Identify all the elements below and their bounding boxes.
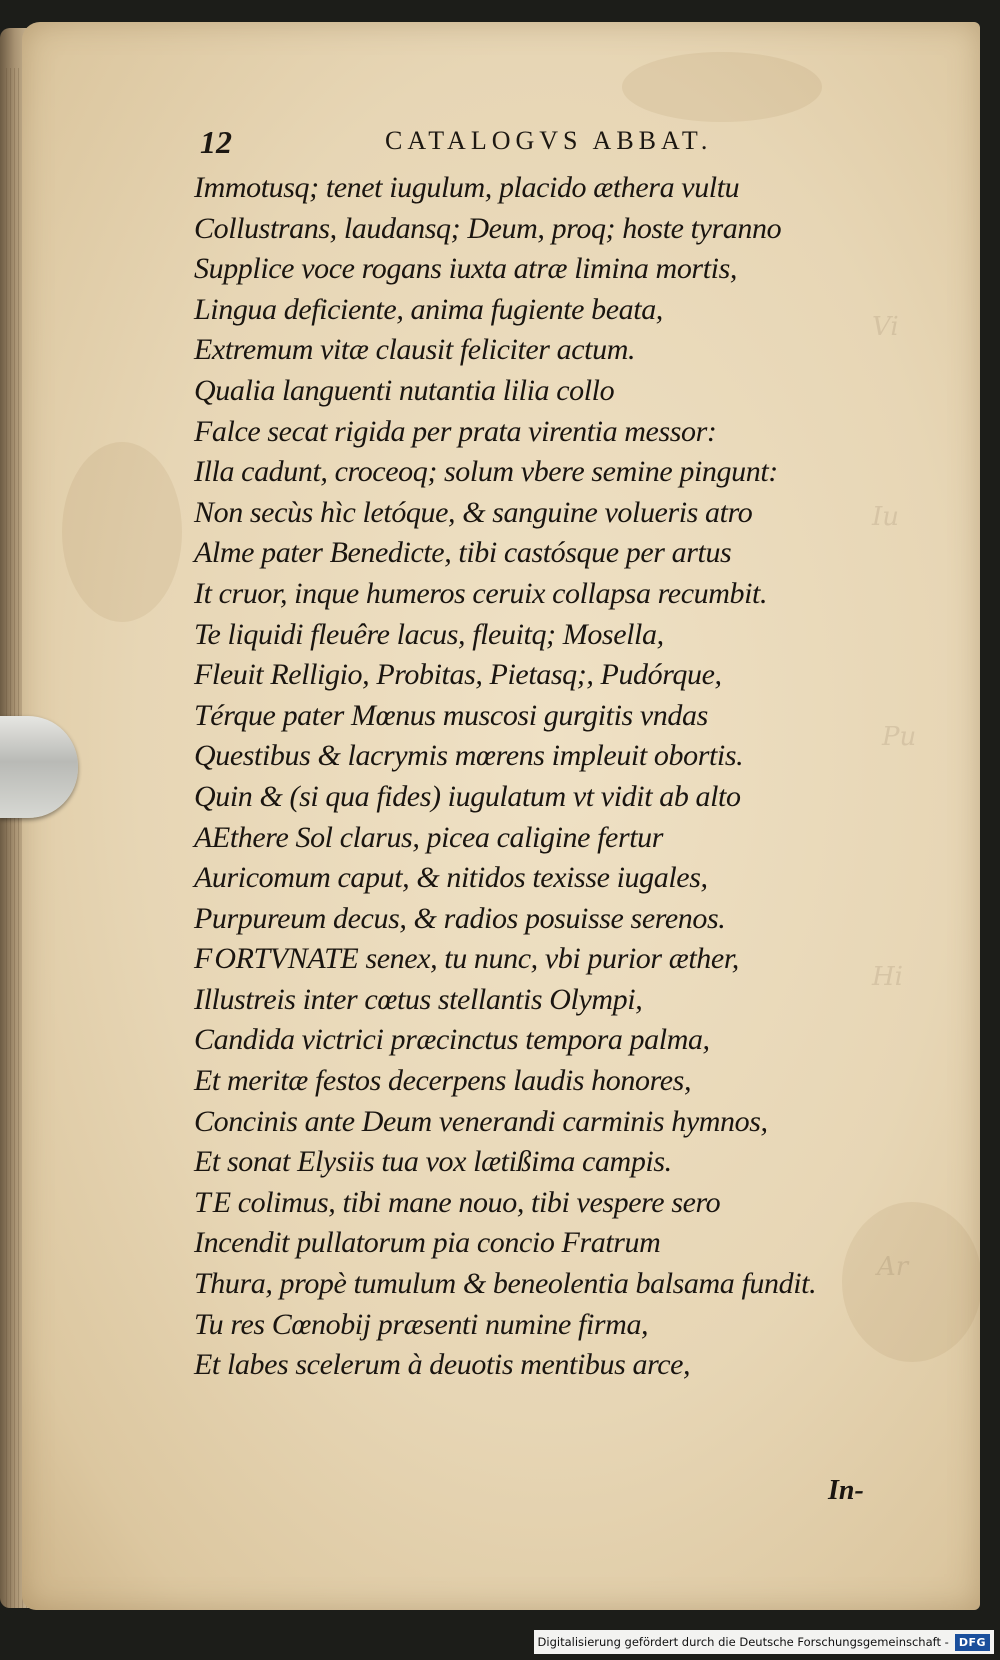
verse-line: TE colimus, tibi mane nouo, tibi vespere sero	[194, 1185, 721, 1219]
verse-line: Falce secat rigida per prata virentia messor:	[194, 414, 717, 448]
verse-line: Térque pater Mœnus muscosi gurgitis vndas	[194, 698, 708, 732]
running-title: CATALOGVS ABBAT.	[385, 126, 713, 155]
verse-line: Et sonat Elysiis tua vox lætißima campis.	[194, 1145, 672, 1179]
verse-list	[194, 168, 894, 1386]
verse-line: Et labes scelerum à deuotis mentibus arce,	[194, 1348, 691, 1382]
dfg-logo-icon: DFG	[955, 1634, 990, 1651]
verse-line: Te liquidi fleuêre lacus, fleuitq; Mosella,	[194, 617, 664, 651]
verse-line: Tu res Cœnobij præsenti numine firma,	[194, 1307, 649, 1341]
verse-line: Purpureum decus, & radios posuisse serenos.	[194, 901, 726, 935]
show-through-text: Iu	[872, 502, 900, 532]
verse-line: Immotusq; tenet iugulum, placido æthera vultu	[194, 171, 740, 204]
verse-line: Extremum vitæ clausit feliciter actum.	[194, 333, 636, 367]
verse-line: Collustrans, laudansq; Deum, proq; hoste tyranno	[194, 211, 782, 245]
verse-line: It cruor, inque humeros ceruix collapsa recumbit.	[194, 576, 768, 610]
paper-page	[22, 22, 980, 1610]
paper-stain	[62, 442, 182, 622]
verse-line: Candida victrici præcinctus tempora palma,	[194, 1023, 710, 1057]
verse-line: FORTVNATE senex, tu nunc, vbi purior æther,	[194, 942, 739, 976]
verse-line: Concinis ante Deum venerandi carminis hymnos,	[194, 1104, 768, 1138]
verse-line: Non secùs hìc letóque, & sanguine volueris atro	[194, 495, 753, 529]
verse-line: Thura, propè tumulum & beneolentia balsama fundit.	[194, 1267, 817, 1301]
credit-text: Digitalisierung gefördert durch die Deutsche Forschungsgemeinschaft -	[537, 1635, 949, 1649]
verse-line: Auricomum caput, & nitidos texisse iugales,	[194, 861, 708, 895]
show-through-text: Vi	[872, 312, 899, 342]
digitization-credit	[534, 1630, 994, 1654]
verse-line: Supplice voce rogans iuxta atræ limina mortis,	[194, 252, 737, 286]
show-through-text: Ar	[877, 1252, 909, 1282]
verse-line: Questibus & lacrymis mœrens impleuit obortis.	[194, 739, 744, 773]
verse-line: Et meritæ festos decerpens laudis honores,	[194, 1064, 692, 1098]
verse-line: Qualia languenti nutantia lilia collo	[194, 373, 615, 407]
paper-stain	[622, 52, 822, 122]
verse-line: AEthere Sol clarus, picea caligine fertur	[194, 820, 664, 854]
verse-line: Alme pater Benedicte, tibi castósque per artus	[194, 536, 732, 570]
verse-line: Lingua deficiente, anima fugiente beata,	[194, 292, 663, 326]
verse-line: Fleuit Relligio, Probitas, Pietasq;, Pudórque,	[194, 658, 722, 692]
verse-line: Illustreis inter cœtus stellantis Olympi,	[194, 982, 643, 1016]
running-head	[200, 124, 850, 164]
verse-line: Incendit pullatorum pia concio Fratrum	[194, 1226, 661, 1260]
verse-line: Quin & (si qua fides) iugulatum vt vidit ab alto	[194, 779, 741, 813]
show-through-text: Pu	[882, 722, 917, 752]
verse-line: Illa cadunt, croceoq; solum vbere semine pingunt:	[194, 455, 778, 489]
page-number: 12	[200, 124, 232, 160]
show-through-text: Hi	[872, 962, 903, 992]
catchword: In-	[828, 1475, 864, 1506]
